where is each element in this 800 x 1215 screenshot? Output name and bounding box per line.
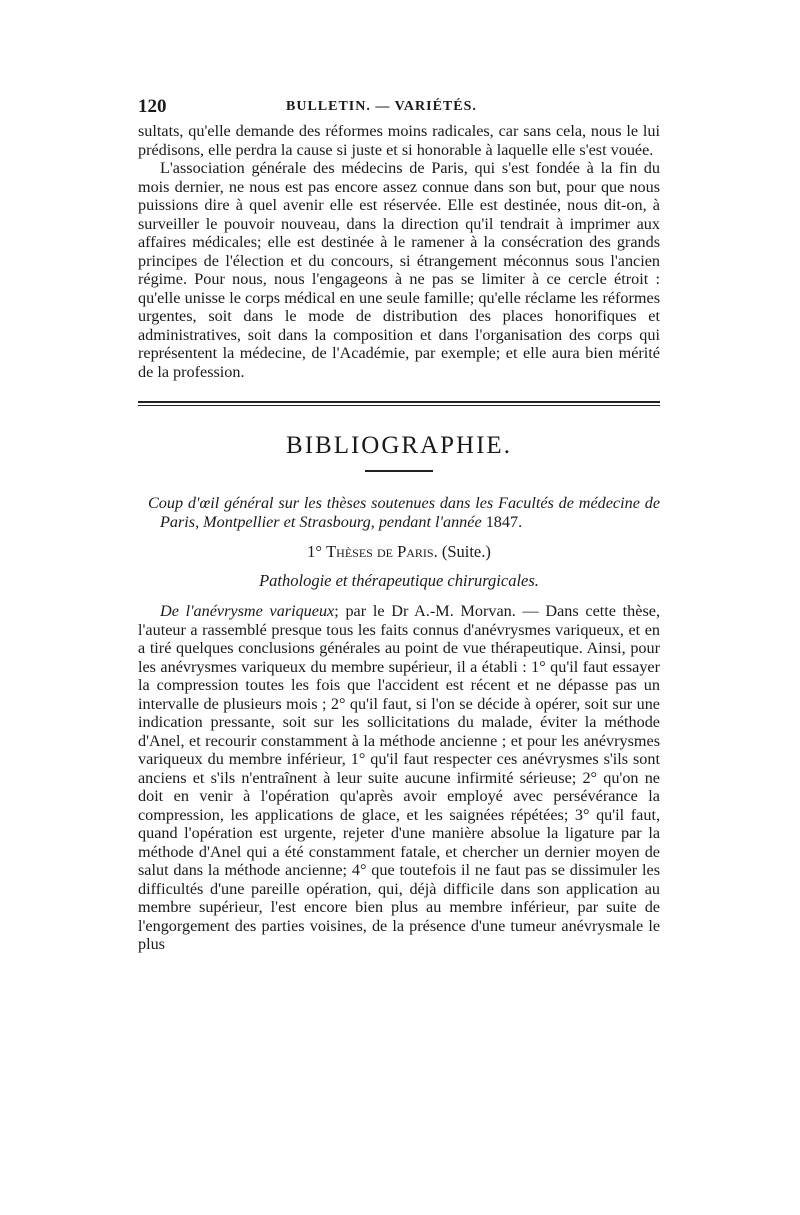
review-lead-title-text: Coup d'œil général sur les thèses soutenues dans les Facultés de médecine de Paris, Montpellier et Strasbourg, pendant l'année	[148, 494, 660, 531]
short-divider-rule	[365, 470, 433, 472]
page-number: 120	[138, 96, 167, 117]
page	[138, 96, 660, 954]
section-title: BIBLIOGRAPHIE.	[286, 432, 512, 459]
paragraph-association: L'association générale des médecins de Paris, qui s'est fondée à la fin du mois dernier, ne nous est pas encore assez connue dans son but, pour que nous puissions dire à quel avenir elle est réservée. Elle est destinée, nous dit-on, à surveiller le pouvoir nouveau, dans la direction qu'il tendrait à imprimer aux affaires médicales; elle est destinée à le ramener à la consécration des grands principes de l'élection et du concours, si étrangement méconnus sous l'ancien régime. Pour nous, nous l'engageons à ne pas se limiter à ce cercle étroit : qu'elle unisse le corps médical en une seule famille; qu'elle réclame les réformes urgentes, soit dans le mode de distribution des places honorifiques et administratives, soit dans la composition et dans l'organisation des corps qui représentent la médecine, de l'Académie, par exemple; et elle aura bien mérité de la profession.	[138, 159, 660, 381]
article-text: ; par le Dr A.-M. Morvan. — Dans cette thèse, l'auteur a rassemblé presque tous les faits connus d'anévrysmes variqueux, et en a tiré quelques conclusions générales au point de vue thérapeutique. Ainsi, pour les anévrysmes variqueux du membre supérieur, il a établi : 1° qu'il faut essayer la compression toutes les fois que l'accident est récent et ne dépasse pas un intervalle de plusieurs mois ; 2° qu'il faut, si l'on se décide à opérer, soit sur une indication pressante, soit sur les sollicitations du malade, éviter la méthode d'Anel, et recourir constamment à la méthode ancienne ; et pour les anévrysmes variqueux du membre inférieur, 1° qu'il faut respecter ces anévrysmes s'ils sont anciens et s'ils n'entraînent à leur suite aucune infirmité sérieuse; 2° qu'on ne doit en venir à l'opération qu'après avoir employé avec persévérance la compression, les applications de glace, et les saignées répétées; 3° qu'il faut, quand l'opération est urgente, rejeter d'une manière absolue la ligature par la méthode d'Anel qui a été constamment fatale, et chercher un dernier moyen de salut dans la méthode ancienne; 4° que toutefois il ne faut pas se dissimuler les difficultés d'une pareille opération, qui, déjà difficile dans son application au membre supérieur, l'est encore bien plus au membre inférieur, par suite de l'engorgement des parties voisines, de la présence d'une tumeur anévrysmale le plus	[138, 602, 660, 953]
running-head	[138, 96, 660, 122]
subheading-number: 1°	[307, 542, 322, 561]
section-divider-rule	[138, 401, 660, 406]
article-title: De l'anévrysme variqueux	[160, 602, 335, 620]
review-lead-title	[138, 494, 660, 531]
subheading	[138, 542, 660, 562]
paragraph-continued: sultats, qu'elle demande des réformes moins radicales, car sans cela, nous le lui prédisons, elle perdra la cause si juste et si honorable à laquelle elle s'est vouée.	[138, 122, 660, 159]
subheading-smallcaps: Thèses de Paris.	[326, 542, 438, 561]
review-lead-year: 1847.	[485, 512, 523, 531]
running-head-title: BULLETIN. — VARIÉTÉS.	[286, 99, 477, 114]
article-paragraph	[138, 602, 660, 954]
subheading-rest: (Suite.)	[441, 542, 491, 561]
subsubheading: Pathologie et thérapeutique chirurgicales.	[259, 571, 539, 590]
